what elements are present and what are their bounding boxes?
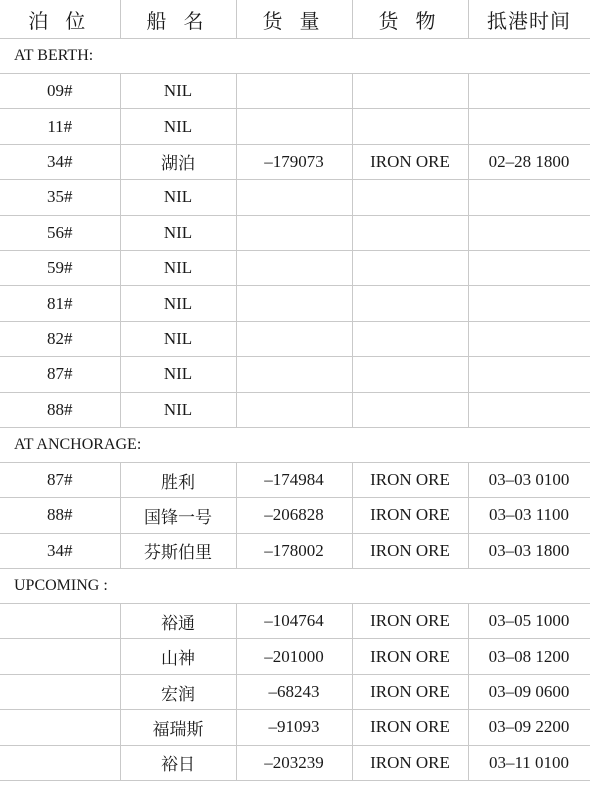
- section-title: UPCOMING :: [0, 569, 590, 604]
- ship-name-cell: NIL: [120, 392, 236, 427]
- cargo-cell: IRON ORE: [352, 604, 468, 639]
- berth-cell: 87#: [0, 462, 120, 497]
- header-cargo: 货 物: [352, 0, 468, 39]
- cargo-cell: IRON ORE: [352, 674, 468, 709]
- berth-cell: 88#: [0, 392, 120, 427]
- header-ship-name: 船 名: [120, 0, 236, 39]
- arrival-time-cell: [468, 74, 590, 109]
- arrival-time-cell: 03–11 0100: [468, 745, 590, 780]
- ship-name-cell: NIL: [120, 109, 236, 144]
- table-row: [0, 180, 590, 215]
- cargo-cell: [352, 109, 468, 144]
- berth-cell: 34#: [0, 144, 120, 179]
- cargo-cell: [352, 250, 468, 285]
- section-header-row: [0, 39, 590, 74]
- ship-name-cell: NIL: [120, 321, 236, 356]
- arrival-time-cell: 03–03 0100: [468, 462, 590, 497]
- cargo-cell: IRON ORE: [352, 462, 468, 497]
- table-row: [0, 604, 590, 639]
- section-header-row: [0, 427, 590, 462]
- table-row: [0, 109, 590, 144]
- arrival-time-cell: 03–09 2200: [468, 710, 590, 745]
- cargo-quantity-cell: –203239: [236, 745, 352, 780]
- cargo-quantity-cell: –174984: [236, 462, 352, 497]
- berth-cell: 88#: [0, 498, 120, 533]
- cargo-cell: [352, 74, 468, 109]
- ship-name-cell: 湖泊: [120, 144, 236, 179]
- arrival-time-cell: [468, 215, 590, 250]
- cargo-quantity-cell: –104764: [236, 604, 352, 639]
- ship-name-cell: 裕通: [120, 604, 236, 639]
- berth-cell: 35#: [0, 180, 120, 215]
- cargo-quantity-cell: –201000: [236, 639, 352, 674]
- table-row: [0, 215, 590, 250]
- table-row: [0, 674, 590, 709]
- ship-name-cell: 芬斯伯里: [120, 533, 236, 568]
- ship-name-cell: NIL: [120, 250, 236, 285]
- table-row: [0, 533, 590, 568]
- arrival-time-cell: [468, 180, 590, 215]
- berth-cell: 59#: [0, 250, 120, 285]
- table-row: [0, 462, 590, 497]
- cargo-cell: IRON ORE: [352, 533, 468, 568]
- table-header: [0, 0, 590, 39]
- cargo-quantity-cell: [236, 74, 352, 109]
- cargo-cell: IRON ORE: [352, 639, 468, 674]
- cargo-quantity-cell: [236, 286, 352, 321]
- arrival-time-cell: [468, 321, 590, 356]
- berth-cell: 87#: [0, 357, 120, 392]
- cargo-cell: [352, 392, 468, 427]
- cargo-cell: IRON ORE: [352, 710, 468, 745]
- table-row: [0, 392, 590, 427]
- ship-name-cell: 裕日: [120, 745, 236, 780]
- ship-name-cell: NIL: [120, 180, 236, 215]
- berth-cell: [0, 639, 120, 674]
- arrival-time-cell: 03–03 1800: [468, 533, 590, 568]
- section-title: AT ANCHORAGE:: [0, 427, 590, 462]
- cargo-quantity-cell: [236, 357, 352, 392]
- section-title: AT BERTH:: [0, 39, 590, 74]
- cargo-quantity-cell: [236, 215, 352, 250]
- ship-name-cell: 山神: [120, 639, 236, 674]
- header-arrival-time: 抵港时间: [468, 0, 590, 39]
- table-row: [0, 498, 590, 533]
- section-header-row: [0, 569, 590, 604]
- arrival-time-cell: 03–09 0600: [468, 674, 590, 709]
- berth-cell: 34#: [0, 533, 120, 568]
- cargo-cell: [352, 286, 468, 321]
- arrival-time-cell: [468, 357, 590, 392]
- cargo-cell: IRON ORE: [352, 745, 468, 780]
- cargo-cell: IRON ORE: [352, 144, 468, 179]
- cargo-cell: IRON ORE: [352, 498, 468, 533]
- cargo-quantity-cell: –206828: [236, 498, 352, 533]
- cargo-quantity-cell: [236, 392, 352, 427]
- arrival-time-cell: [468, 109, 590, 144]
- cargo-quantity-cell: [236, 250, 352, 285]
- cargo-quantity-cell: –178002: [236, 533, 352, 568]
- arrival-time-cell: 03–08 1200: [468, 639, 590, 674]
- table-row: [0, 745, 590, 780]
- table-row: [0, 74, 590, 109]
- cargo-quantity-cell: –68243: [236, 674, 352, 709]
- arrival-time-cell: [468, 250, 590, 285]
- table-row: [0, 321, 590, 356]
- berth-cell: [0, 710, 120, 745]
- ship-name-cell: 胜利: [120, 462, 236, 497]
- arrival-time-cell: [468, 286, 590, 321]
- cargo-cell: [352, 215, 468, 250]
- berth-cell: [0, 604, 120, 639]
- table-row: [0, 250, 590, 285]
- ship-name-cell: 宏润: [120, 674, 236, 709]
- cargo-quantity-cell: [236, 109, 352, 144]
- header-berth: 泊 位: [0, 0, 120, 39]
- arrival-time-cell: 03–03 1100: [468, 498, 590, 533]
- ship-name-cell: NIL: [120, 74, 236, 109]
- berth-cell: 56#: [0, 215, 120, 250]
- berth-cell: 81#: [0, 286, 120, 321]
- ship-name-cell: NIL: [120, 286, 236, 321]
- arrival-time-cell: [468, 392, 590, 427]
- ship-name-cell: NIL: [120, 215, 236, 250]
- berth-cell: 82#: [0, 321, 120, 356]
- table-row: [0, 639, 590, 674]
- table-row: [0, 710, 590, 745]
- cargo-quantity-cell: [236, 321, 352, 356]
- berth-cell: 11#: [0, 109, 120, 144]
- table-body: [0, 39, 590, 781]
- header-cargo-quantity: 货 量: [236, 0, 352, 39]
- ship-name-cell: 国锋一号: [120, 498, 236, 533]
- table-row: [0, 357, 590, 392]
- cargo-quantity-cell: –179073: [236, 144, 352, 179]
- cargo-quantity-cell: –91093: [236, 710, 352, 745]
- cargo-cell: [352, 321, 468, 356]
- cargo-quantity-cell: [236, 180, 352, 215]
- ship-name-cell: 福瑞斯: [120, 710, 236, 745]
- cargo-cell: [352, 357, 468, 392]
- arrival-time-cell: 03–05 1000: [468, 604, 590, 639]
- cargo-cell: [352, 180, 468, 215]
- table-row: [0, 144, 590, 179]
- berth-cell: [0, 745, 120, 780]
- ship-name-cell: NIL: [120, 357, 236, 392]
- arrival-time-cell: 02–28 1800: [468, 144, 590, 179]
- berth-cell: 09#: [0, 74, 120, 109]
- berth-cell: [0, 674, 120, 709]
- table-row: [0, 286, 590, 321]
